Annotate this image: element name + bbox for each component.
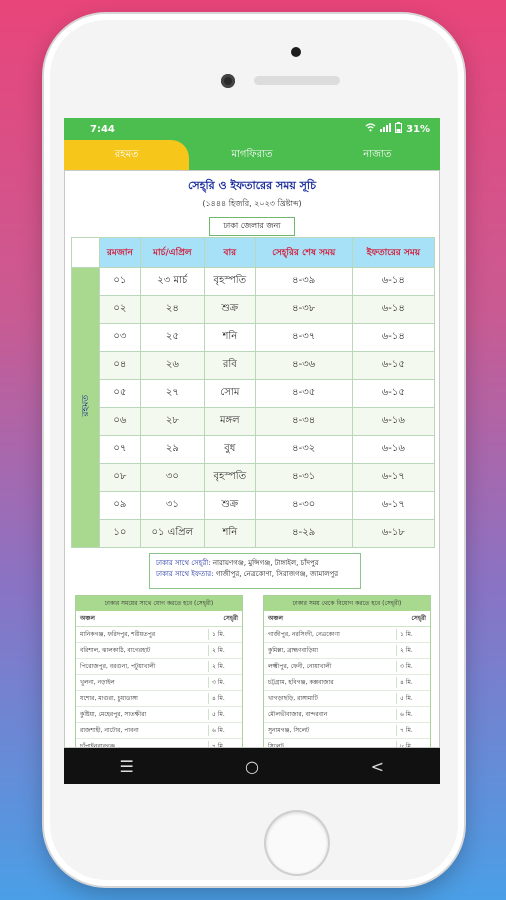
list-item-region: সিলেট — [268, 743, 284, 748]
android-nav-bar — [64, 748, 440, 784]
front-sensor — [291, 47, 301, 57]
list-item — [264, 675, 430, 691]
page-title: সেহ্‌রি ও ইফতারের সময় সূচি — [187, 179, 317, 192]
list-item — [76, 739, 242, 748]
list-item-minutes: ২ মি. — [208, 661, 238, 672]
table-row — [72, 492, 435, 520]
schedule-table — [71, 237, 435, 548]
page-subtitle: (১৪৪৪ হিজরি, ২০২৩ খ্রিষ্টাব্দ) — [202, 199, 302, 208]
list-item-region: মৌলভীবাজার, বান্দরবান — [268, 711, 328, 718]
status-icons — [365, 122, 430, 136]
table-cell: ৪-৩২ — [255, 436, 352, 464]
signal-icon — [380, 123, 391, 135]
list-item-minutes: ৪ মি. — [396, 677, 426, 688]
add-time-heading: ঢাকার সময়ের সাথে যোগ করতে হবে (সেহ্‌রী) — [76, 596, 242, 611]
subtract-time-list — [263, 595, 431, 748]
battery-percent: 31% — [406, 123, 430, 135]
table-cell: ০৩ — [100, 324, 141, 352]
list-item-region: মানিকগঞ্জ, ফরিদপুর, শরীয়তপুর — [80, 631, 156, 638]
table-cell: ৬-১৫ — [352, 352, 434, 380]
table-header-row — [72, 238, 435, 268]
list-item-minutes: ৩ মি. — [208, 677, 238, 688]
table-cell: শুক্র — [204, 492, 255, 520]
list-item-region: পিরোজপুর, বরগুনা, পটুয়াখালী — [80, 663, 156, 670]
table-cell: ২৫ — [140, 324, 204, 352]
note-line-iftar: ঢাকার সাথে ইফতার: গাজীপুর, নেত্রকোণা, সিরাজগঞ্জ, জামালপুর — [156, 569, 339, 578]
list-item-minutes: ৭ মি. — [396, 725, 426, 736]
status-time: 7:44 — [90, 123, 115, 135]
table-cell: ০৪ — [100, 352, 141, 380]
table-cell: ৬-১৮ — [352, 520, 434, 548]
table-cell: রবি — [204, 352, 255, 380]
subtract-time-colhead: অঞ্চল সেহ্‌রী — [264, 611, 430, 627]
list-item-region: বরিশাল, ঝালকাঠি, বাগেরহাট — [80, 647, 151, 654]
table-body — [72, 268, 435, 548]
table-cell: ২৯ — [140, 436, 204, 464]
wifi-icon — [365, 123, 376, 135]
table-cell: ৪-৩০ — [255, 492, 352, 520]
list-item-minutes: ৪ মি. — [208, 693, 238, 704]
list-item-region: রাজশাহী, নাটোর, পাবনা — [80, 727, 139, 734]
tab-rahmat[interactable]: রহমত — [64, 140, 189, 170]
front-camera — [221, 74, 235, 88]
table-cell: ১০ — [100, 520, 141, 548]
table-cell: ৪-৩১ — [255, 464, 352, 492]
table-cell: ৪-৩৪ — [255, 408, 352, 436]
list-item — [76, 723, 242, 739]
list-item-minutes: ৩ মি. — [396, 661, 426, 672]
table-cell: ২৮ — [140, 408, 204, 436]
table-cell: ২৬ — [140, 352, 204, 380]
table-cell: ৪-৩৮ — [255, 296, 352, 324]
table-cell: ০৭ — [100, 436, 141, 464]
battery-icon — [395, 122, 402, 136]
list-item-region: খুলনা, নড়াইল — [80, 679, 115, 686]
table-cell: বৃহস্পতি — [204, 268, 255, 296]
table-cell: ০১ এপ্রিল — [140, 520, 204, 548]
home-icon[interactable]: ○ — [245, 756, 259, 776]
home-button[interactable] — [266, 812, 328, 874]
list-item-region: কুষ্টিয়া, মেহেরপুর, সাতক্ষীরা — [80, 711, 147, 718]
add-time-rows — [76, 627, 242, 748]
table-row — [72, 408, 435, 436]
table-cell: বৃহস্পতি — [204, 464, 255, 492]
header-day: বার — [204, 238, 255, 268]
list-item — [76, 643, 242, 659]
list-item — [264, 691, 430, 707]
table-cell: ২৩ মার্চ — [140, 268, 204, 296]
subtract-time-rows — [264, 627, 430, 748]
list-item — [76, 691, 242, 707]
table-cell: ৪-৩৬ — [255, 352, 352, 380]
table-cell: ৬-১৪ — [352, 324, 434, 352]
list-item — [264, 643, 430, 659]
header-ramadan: রমজান — [100, 238, 141, 268]
note-box — [149, 553, 361, 589]
table-cell: ৪-৩৯ — [255, 268, 352, 296]
list-item-region: গাজীপুর, নরসিংদী, নেত্রকোণা — [268, 631, 340, 638]
table-cell: ০৬ — [100, 408, 141, 436]
table-cell: শনি — [204, 520, 255, 548]
list-item-minutes: ৮ মি. — [396, 741, 426, 748]
list-item-region: কুমিল্লা, ব্রাহ্মণবাড়িয়া — [268, 647, 318, 654]
list-item-minutes: ২ মি. — [208, 645, 238, 656]
list-item-minutes: ১ মি. — [208, 629, 238, 640]
back-icon[interactable]: < — [370, 756, 385, 776]
list-item-minutes: ৫ মি. — [396, 693, 426, 704]
table-cell: ০১ — [100, 268, 141, 296]
header-iftar: ইফতারের সময় — [352, 238, 434, 268]
recent-apps-icon[interactable]: ☰ — [119, 756, 134, 776]
note-line-sehri: ঢাকার সাথে সেহ্‌রী: নারায়ণগঞ্জ, মুন্সিগঞ্জ, টাঙ্গাইল, চাঁদপুর — [156, 559, 319, 567]
tab-magfirat[interactable]: মাগফিরাত — [231, 148, 273, 160]
table-row — [72, 268, 435, 296]
table-row — [72, 352, 435, 380]
table-row — [72, 436, 435, 464]
table-cell: ৬-১৭ — [352, 464, 434, 492]
table-cell: ২৭ — [140, 380, 204, 408]
list-item-minutes: ৭ মি. — [208, 741, 238, 748]
app-screen — [64, 118, 440, 784]
table-row — [72, 296, 435, 324]
list-item — [264, 659, 430, 675]
header-date: মার্চ/এপ্রিল — [140, 238, 204, 268]
table-cell: ৩০ — [140, 464, 204, 492]
table-row — [72, 520, 435, 548]
table-cell: ৬-১৫ — [352, 380, 434, 408]
table-row — [72, 380, 435, 408]
list-item — [76, 659, 242, 675]
list-item-minutes: ৬ মি. — [396, 709, 426, 720]
list-item — [76, 627, 242, 643]
table-cell: ৬-১৬ — [352, 408, 434, 436]
list-item-region: যশোর, মাগুরা, চুয়াডাঙ্গা — [80, 695, 138, 702]
status-bar — [64, 118, 440, 140]
list-item-minutes: ১ মি. — [396, 629, 426, 640]
table-row — [72, 464, 435, 492]
table-cell: শনি — [204, 324, 255, 352]
table-cell: ৪-৩৫ — [255, 380, 352, 408]
list-item-region: চট্টগ্রাম, হবিগঞ্জ, কক্সবাজার — [268, 679, 334, 686]
table-cell: মঙ্গল — [204, 408, 255, 436]
table-cell: ৬-১৭ — [352, 492, 434, 520]
table-cell: ৬-১৪ — [352, 296, 434, 324]
table-cell: ০৯ — [100, 492, 141, 520]
table-cell: শুক্র — [204, 296, 255, 324]
list-item — [264, 723, 430, 739]
list-item — [76, 675, 242, 691]
district-label: ঢাকা জেলার জন্য — [209, 217, 295, 236]
list-item — [76, 707, 242, 723]
earpiece — [254, 76, 340, 85]
table-cell: ৬-১৪ — [352, 268, 434, 296]
table-cell: ০৮ — [100, 464, 141, 492]
header-sehri: সেহ্‌রির শেষ সময় — [255, 238, 352, 268]
table-cell: ৪-৩৭ — [255, 324, 352, 352]
schedule-document — [64, 170, 440, 748]
list-item-region: সুনামগঞ্জ, সিলেট — [268, 727, 310, 734]
list-item-minutes: ৫ মি. — [208, 709, 238, 720]
header-blank — [72, 238, 100, 268]
list-item-region: লক্ষ্মীপুর, ফেনী, নোয়াখালী — [268, 663, 332, 670]
table-cell: ০৫ — [100, 380, 141, 408]
list-item — [264, 627, 430, 643]
list-item-region: খাগড়াছড়ি, রাঙ্গামাটি — [268, 695, 318, 702]
list-item-minutes: ২ মি. — [396, 645, 426, 656]
table-cell: ০২ — [100, 296, 141, 324]
list-item-minutes: ৬ মি. — [208, 725, 238, 736]
subtract-time-heading: ঢাকার সময় থেকে বিয়োগ করতে হবে (সেহ্‌রী) — [264, 596, 430, 611]
table-cell: সোম — [204, 380, 255, 408]
add-time-list — [75, 595, 243, 748]
table-cell: ৪-২৯ — [255, 520, 352, 548]
section-label-cell — [72, 268, 100, 548]
tab-najat[interactable]: নাজাত — [363, 148, 392, 160]
add-time-colhead: অঞ্চল সেহ্‌রী — [76, 611, 242, 627]
tab-bar — [64, 140, 440, 170]
table-cell: ৩১ — [140, 492, 204, 520]
table-row — [72, 324, 435, 352]
list-item — [264, 707, 430, 723]
table-cell: ২৪ — [140, 296, 204, 324]
list-item — [264, 739, 430, 748]
table-cell: ৬-১৬ — [352, 436, 434, 464]
list-item-region: চাঁপাইনবাবগঞ্জ — [80, 743, 115, 748]
section-label: রহমত — [81, 395, 91, 417]
table-cell: বুধ — [204, 436, 255, 464]
